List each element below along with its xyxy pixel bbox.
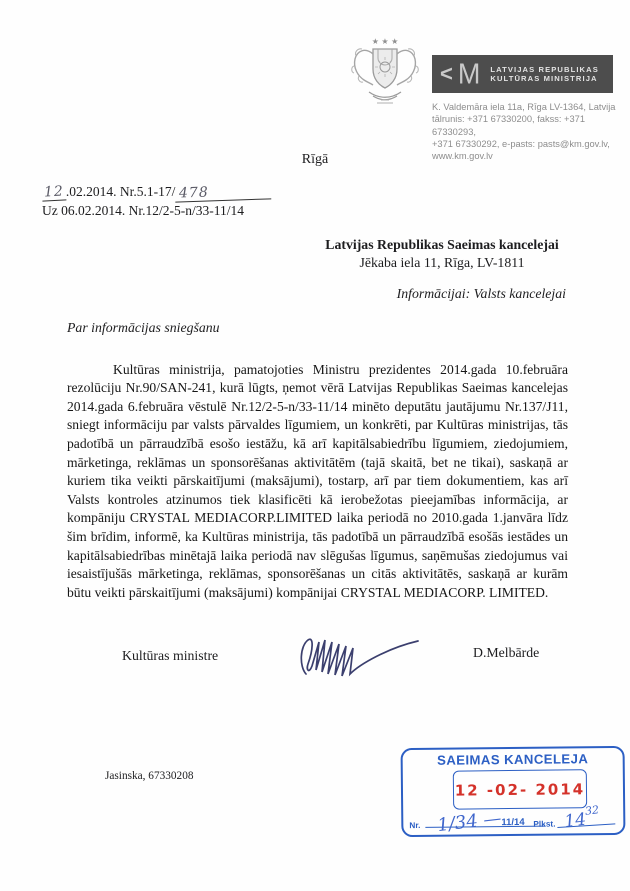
stamp-date: 12 -02- 2014 xyxy=(454,779,586,800)
stamp-title: SAEIMAS KANCELEJA xyxy=(437,751,589,768)
place-line: Rīgā xyxy=(301,152,329,167)
reply-reference-line: Uz 06.02.2014. Nr.12/2-5-n/33-11/14 xyxy=(42,203,244,218)
stamp-nr-handwritten: 1/34 — xyxy=(436,807,503,837)
signer-name: D.Melbārde xyxy=(473,645,540,660)
address-line: tālrunis: +371 67330200, fakss: +371 67330293, xyxy=(432,114,585,137)
address-line: +371 67330292, e-pasts: pasts@km.gov.lv, xyxy=(432,138,610,149)
ministry-logo xyxy=(432,55,613,93)
svg-text:★ ★ ★: ★ ★ ★ xyxy=(371,37,399,46)
stamp-time-handwritten: $14^{32}$ xyxy=(563,803,600,833)
signer-title: Kultūras ministre xyxy=(122,648,219,663)
letter-body: Kultūras ministrija, pamatojoties Ministru prezidentes 2014.gada 10.februāra rezolūciju Nr.90/SAN-241, kurā lūgts, ņemot vērā Latvijas Republikas Saeimas kancelejas 2014.gada 6.februāra vēstulē Nr.12/2-5-n/33-11/14 minēto deputātu jautājumu Nr.137/J11, sniegt informāciju par valsts pārvaldes līgumiem, un konkrēti, par Kultūras ministrijas, tās padotībā un pārraudzībā esošo iestāžu, kā arī kapitālsabiedrību līgumiem, ziedojumiem, mārketinga, reklāmas un sponsorēšanas aktivitātēm (tajā skaitā, bet ne tikai), saskaņā ar kuriem tika veikti pārskaitījumi (maksājumi), tostarp, arī par tiem dokumentiem, kas arī Valsts kontroles atzinumos tiek klasificēti kā ierobežotas pieejamības informācija, ar kompāniju CRYSTAL MEDIACORP.LIMITED laika periodā no 2010.gada 1.janvāra līdz šim brīdim, informē, ka Kultūras ministrija, tās padotībā un pārraudzībā esošās iestādes un kapitālsabiedrības minētajā laika periodā nav slēgušas līgumus, saņēmušas ziedojumus vai iesaistījušās mārketinga, reklāmas, sponsorēšanas un citās aktivitātēs, saskaņā ar kurām būtu veikti pārskaitījumi (maksājumi) kompānijai CRYSTAL MEDIACORP. LIMITED. xyxy=(67,361,568,600)
stamp-time-label: Plkst. xyxy=(533,818,556,829)
latvia-coat-of-arms-icon xyxy=(344,34,426,108)
handwritten-signature xyxy=(296,632,426,680)
handwritten-day: 12 xyxy=(42,183,67,201)
addressee-street: Jēkaba iela 11, Rīga, LV-1811 xyxy=(359,255,525,270)
address-line: K. Valdemāra iela 11a, Rīga LV-1364, Latvija xyxy=(432,102,616,112)
address-line: www.km.gov.lv xyxy=(432,151,493,162)
stamp-nr-printed: 11/14 xyxy=(501,816,525,829)
ministry-name: LATVIJAS REPUBLIKAS KULTŪRAS MINISTRIJA xyxy=(490,64,599,83)
subject-line: Par informācijas sniegšanu xyxy=(67,320,220,335)
addressee-name: Latvijas Republikas Saeimas kancelejai xyxy=(325,237,559,252)
saeima-received-stamp xyxy=(401,746,626,837)
stamp-date-box xyxy=(453,769,587,809)
reference-line xyxy=(42,184,271,201)
km-logo-icon: < M xyxy=(440,57,481,90)
info-copy-line: Informācijai: Valsts kancelejai xyxy=(396,286,566,301)
clerk-contact: Jasinska, 67330208 xyxy=(105,770,194,782)
reference-printed: .02.2014. Nr.5.1-17/ xyxy=(65,184,176,199)
addressee-block xyxy=(318,236,566,272)
stamp-nr-label: Nr. xyxy=(409,819,421,831)
handwritten-number: 478 xyxy=(175,182,272,202)
stamp-bottom-row xyxy=(409,803,617,837)
